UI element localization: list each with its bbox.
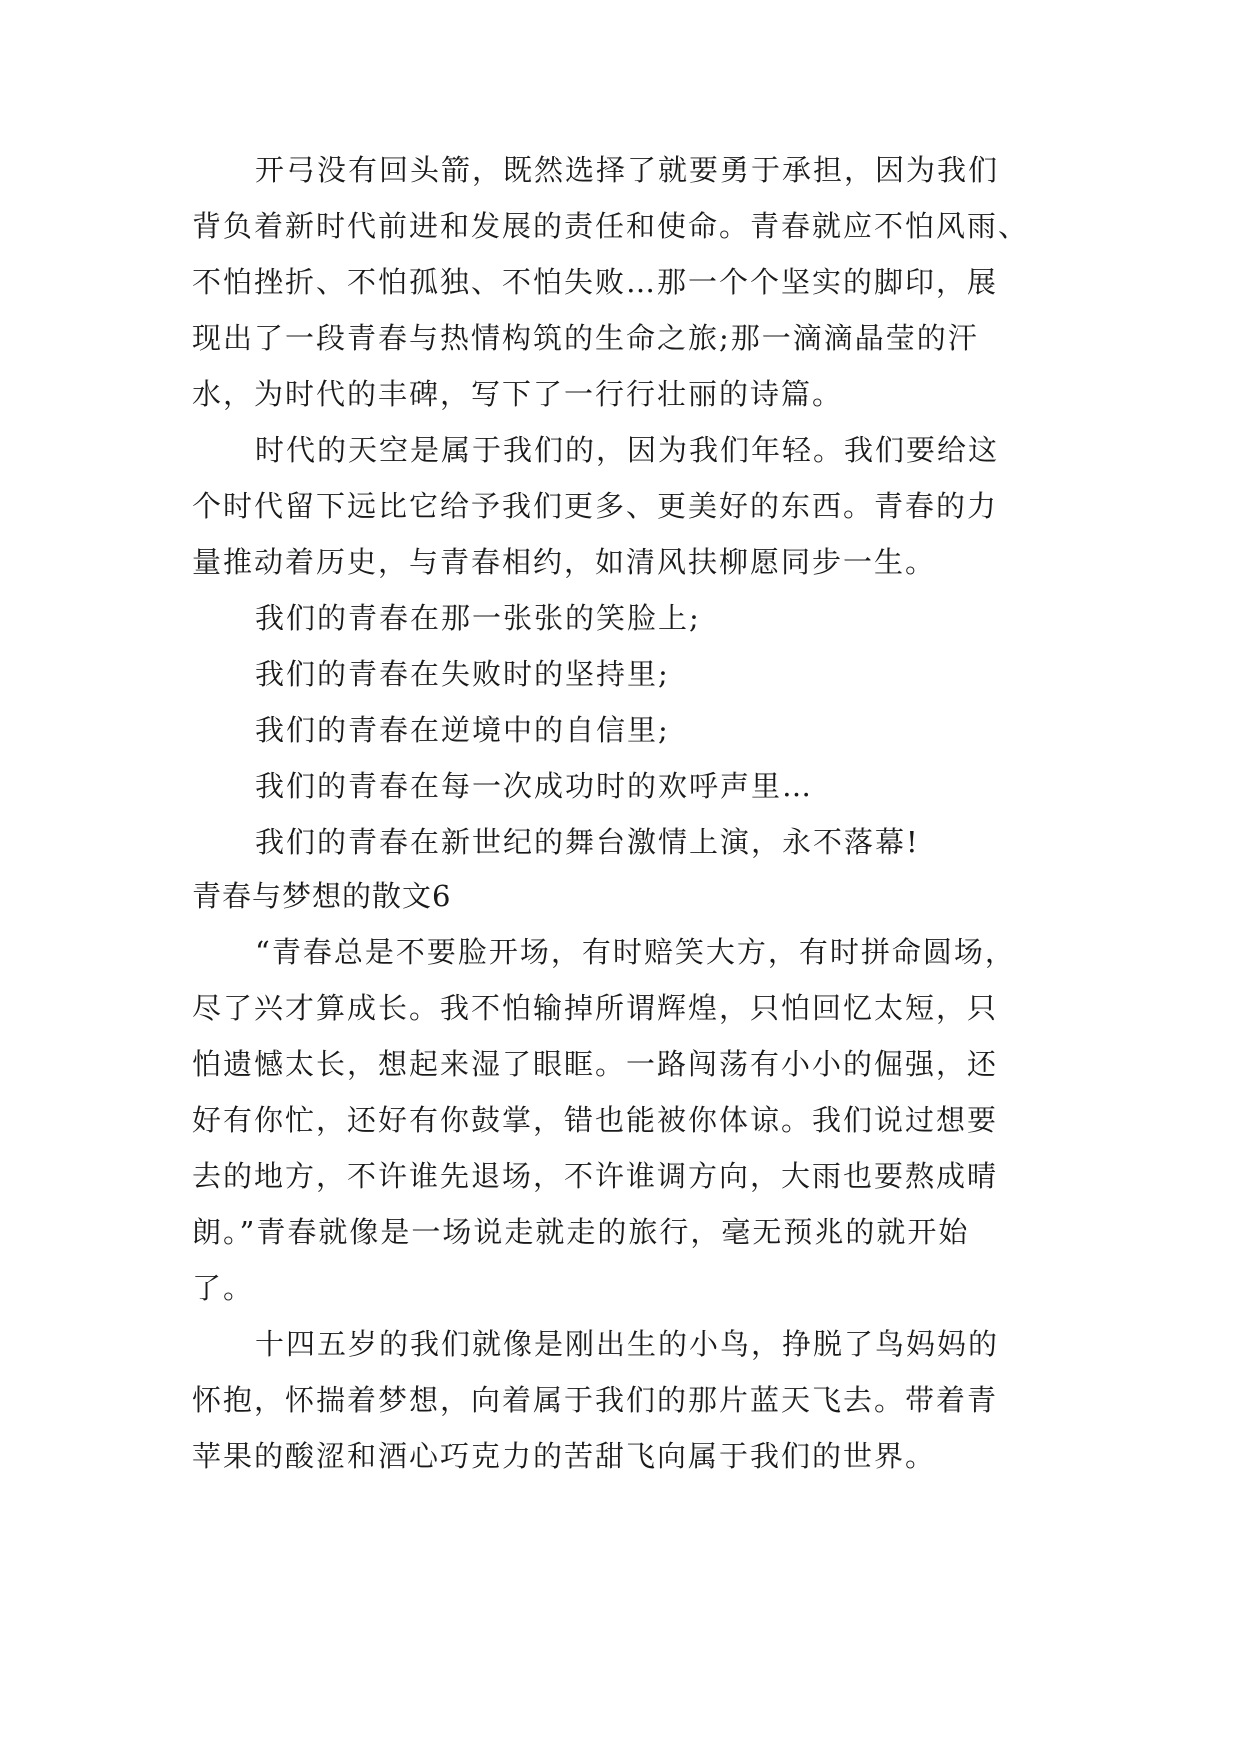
text-line: 我们的青春在每一次成功时的欢呼声里… bbox=[255, 769, 814, 803]
text-line: 开弓没有回头箭，既然选择了就要勇于承担，因为我们 bbox=[255, 153, 1000, 187]
text-line: 我们的青春在那一张张的笑脸上; bbox=[255, 601, 701, 635]
text-line: 朗。”青春就像是一场说走就走的旅行，毫无预兆的就开始 bbox=[192, 1215, 970, 1249]
text-line: 我们的青春在逆境中的自信里; bbox=[255, 713, 670, 747]
text-line: “青春总是不要脸开场，有时赔笑大方，有时拼命圆场， bbox=[255, 935, 1016, 969]
text-line: 好有你忙，还好有你鼓掌，错也能被你体谅。我们说过想要 bbox=[192, 1103, 999, 1137]
text-line: 背负着新时代前进和发展的责任和使命。青春就应不怕风雨、 bbox=[192, 209, 1030, 243]
text-line: 不怕挫折、不怕孤独、不怕失败…那一个个坚实的脚印，展 bbox=[192, 265, 999, 299]
text-line: 去的地方，不许谁先退场，不许谁调方向，大雨也要熬成晴 bbox=[192, 1159, 999, 1193]
text-line: 我们的青春在新世纪的舞台激情上演，永不落幕! bbox=[255, 825, 920, 859]
text-line: 尽了兴才算成长。我不怕输掉所谓辉煌，只怕回忆太短，只 bbox=[192, 991, 999, 1025]
text-line: 水，为时代的丰碑，写下了一行行壮丽的诗篇。 bbox=[192, 377, 844, 411]
text-line: 怕遗憾太长，想起来湿了眼眶。一路闯荡有小小的倔强，还 bbox=[192, 1047, 999, 1081]
text-line: 苹果的酸涩和酒心巧克力的苦甜飞向属于我们的世界。 bbox=[192, 1439, 937, 1473]
text-line: 时代的天空是属于我们的，因为我们年轻。我们要给这 bbox=[255, 433, 1000, 467]
section-heading: 青春与梦想的散文6 bbox=[192, 879, 452, 913]
text-line: 个时代留下远比它给予我们更多、更美好的东西。青春的力 bbox=[192, 489, 999, 523]
text-line: 我们的青春在失败时的坚持里; bbox=[255, 657, 670, 691]
text-line: 十四五岁的我们就像是刚出生的小鸟，挣脱了鸟妈妈的 bbox=[255, 1327, 1000, 1361]
text-line: 量推动着历史，与青春相约，如清风扶柳愿同步一生。 bbox=[192, 545, 937, 579]
text-line: 怀抱，怀揣着梦想，向着属于我们的那片蓝天飞去。带着青 bbox=[192, 1383, 999, 1417]
text-line: 现出了一段青春与热情构筑的生命之旅;那一滴滴晶莹的汗 bbox=[192, 321, 979, 355]
text-line: 了。 bbox=[192, 1271, 255, 1305]
